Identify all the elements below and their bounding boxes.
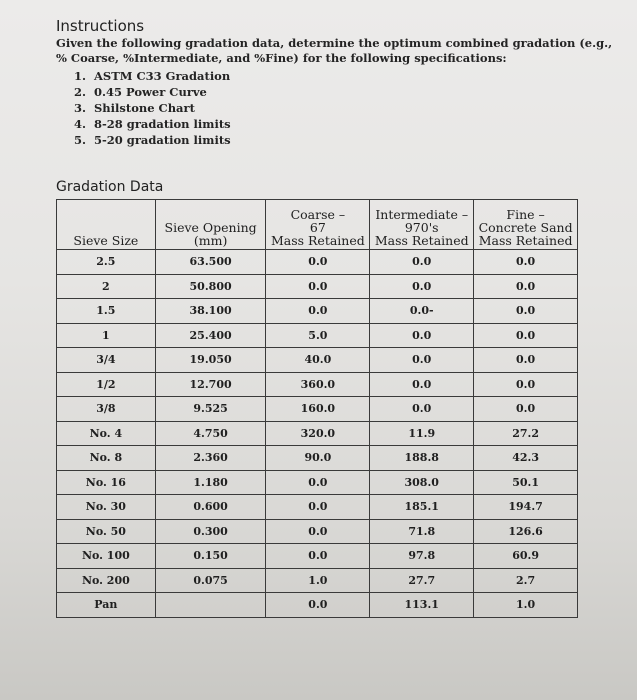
cell-coarse: 0.0 (266, 495, 370, 520)
header-intermediate: Intermediate – 970's Mass Retained (370, 200, 474, 250)
cell-intermediate: 0.0 (370, 274, 474, 299)
cell-fine: 42.3 (474, 446, 578, 471)
table-row (57, 470, 578, 495)
cell-sieve-opening: 12.700 (155, 372, 266, 397)
instructions-prompt: Given the following gradation data, determine the optimum combined gradation (e.g., % Coarse, %Intermediate, and %Fine) for the following specifications: (56, 36, 613, 65)
specification-item (74, 100, 231, 116)
cell-intermediate: 0.0 (370, 397, 474, 422)
specification-number: 5. (74, 133, 87, 147)
cell-intermediate: 71.8 (370, 519, 474, 544)
cell-coarse: 360.0 (266, 372, 370, 397)
instructions-heading: Instructions (56, 17, 145, 35)
table-row (57, 495, 578, 520)
cell-sieve-opening: 0.300 (155, 519, 266, 544)
cell-sieve-size: 2 (57, 274, 156, 299)
cell-fine: 0.0 (474, 299, 578, 324)
cell-sieve-size: No. 8 (57, 446, 156, 471)
cell-coarse: 160.0 (266, 397, 370, 422)
cell-intermediate: 113.1 (370, 593, 474, 618)
table-row (57, 421, 578, 446)
cell-coarse: 0.0 (266, 593, 370, 618)
cell-sieve-opening: 0.150 (155, 544, 266, 569)
cell-fine: 0.0 (474, 372, 578, 397)
cell-sieve-size: No. 4 (57, 421, 156, 446)
table-row (57, 274, 578, 299)
cell-coarse: 0.0 (266, 250, 370, 275)
cell-sieve-opening: 0.600 (155, 495, 266, 520)
cell-sieve-opening: 50.800 (155, 274, 266, 299)
gradation-table (56, 199, 578, 618)
cell-sieve-size: 1/2 (57, 372, 156, 397)
cell-coarse: 0.0 (266, 470, 370, 495)
cell-fine: 194.7 (474, 495, 578, 520)
cell-coarse: 320.0 (266, 421, 370, 446)
specification-number: 4. (74, 117, 87, 131)
specification-number: 1. (74, 69, 87, 83)
cell-intermediate: 0.0 (370, 323, 474, 348)
table-row (57, 323, 578, 348)
header-coarse: Coarse – 67 Mass Retained (266, 200, 370, 250)
specification-list (74, 68, 231, 148)
cell-coarse: 90.0 (266, 446, 370, 471)
cell-sieve-size: 1.5 (57, 299, 156, 324)
cell-sieve-opening: 19.050 (155, 348, 266, 373)
table-row (57, 299, 578, 324)
header-sieve-opening: Sieve Opening (mm) (155, 200, 266, 250)
table-row (57, 372, 578, 397)
cell-fine: 1.0 (474, 593, 578, 618)
cell-fine: 0.0 (474, 274, 578, 299)
cell-sieve-size: No. 16 (57, 470, 156, 495)
header-fine: Fine – Concrete Sand Mass Retained (474, 200, 578, 250)
cell-sieve-size: No. 50 (57, 519, 156, 544)
cell-fine: 0.0 (474, 323, 578, 348)
cell-coarse: 0.0 (266, 274, 370, 299)
cell-sieve-opening: 9.525 (155, 397, 266, 422)
cell-intermediate: 11.9 (370, 421, 474, 446)
specification-item (74, 84, 231, 100)
cell-sieve-size: 2.5 (57, 250, 156, 275)
cell-intermediate: 0.0- (370, 299, 474, 324)
cell-intermediate: 185.1 (370, 495, 474, 520)
specification-item (74, 116, 231, 132)
header-sieve-size: Sieve Size (57, 200, 156, 250)
table-row (57, 250, 578, 275)
cell-sieve-opening (155, 593, 266, 618)
specification-text: 5-20 gradation limits (94, 133, 231, 147)
table-row (57, 519, 578, 544)
cell-sieve-opening: 0.075 (155, 568, 266, 593)
cell-sieve-size: Pan (57, 593, 156, 618)
cell-coarse: 0.0 (266, 544, 370, 569)
specification-item (74, 132, 231, 148)
cell-fine: 126.6 (474, 519, 578, 544)
specification-number: 2. (74, 85, 87, 99)
cell-intermediate: 0.0 (370, 372, 474, 397)
cell-fine: 27.2 (474, 421, 578, 446)
cell-intermediate: 27.7 (370, 568, 474, 593)
cell-fine: 2.7 (474, 568, 578, 593)
table-row (57, 446, 578, 471)
specification-number: 3. (74, 101, 87, 115)
cell-intermediate: 0.0 (370, 250, 474, 275)
cell-sieve-size: No. 100 (57, 544, 156, 569)
specification-item (74, 68, 231, 84)
cell-sieve-opening: 1.180 (155, 470, 266, 495)
specification-text: 8-28 gradation limits (94, 117, 231, 131)
cell-fine: 0.0 (474, 250, 578, 275)
cell-sieve-size: 3/4 (57, 348, 156, 373)
table-row (57, 568, 578, 593)
cell-coarse: 40.0 (266, 348, 370, 373)
table-header-row (57, 200, 578, 250)
specification-text: ASTM C33 Gradation (94, 69, 231, 83)
cell-sieve-opening: 25.400 (155, 323, 266, 348)
table-row (57, 397, 578, 422)
gradation-data-title: Gradation Data (56, 179, 164, 195)
cell-coarse: 1.0 (266, 568, 370, 593)
cell-fine: 0.0 (474, 348, 578, 373)
table-row (57, 593, 578, 618)
specification-text: Shilstone Chart (94, 101, 195, 115)
cell-sieve-size: 1 (57, 323, 156, 348)
cell-fine: 60.9 (474, 544, 578, 569)
cell-sieve-opening: 4.750 (155, 421, 266, 446)
cell-coarse: 5.0 (266, 323, 370, 348)
cell-sieve-size: No. 30 (57, 495, 156, 520)
cell-sieve-opening: 2.360 (155, 446, 266, 471)
table-row (57, 544, 578, 569)
cell-coarse: 0.0 (266, 299, 370, 324)
cell-sieve-opening: 38.100 (155, 299, 266, 324)
cell-sieve-size: 3/8 (57, 397, 156, 422)
cell-fine: 0.0 (474, 397, 578, 422)
cell-intermediate: 188.8 (370, 446, 474, 471)
cell-intermediate: 308.0 (370, 470, 474, 495)
cell-coarse: 0.0 (266, 519, 370, 544)
specification-text: 0.45 Power Curve (94, 85, 207, 99)
cell-sieve-size: No. 200 (57, 568, 156, 593)
table-row (57, 348, 578, 373)
cell-fine: 50.1 (474, 470, 578, 495)
cell-sieve-opening: 63.500 (155, 250, 266, 275)
cell-intermediate: 97.8 (370, 544, 474, 569)
cell-intermediate: 0.0 (370, 348, 474, 373)
